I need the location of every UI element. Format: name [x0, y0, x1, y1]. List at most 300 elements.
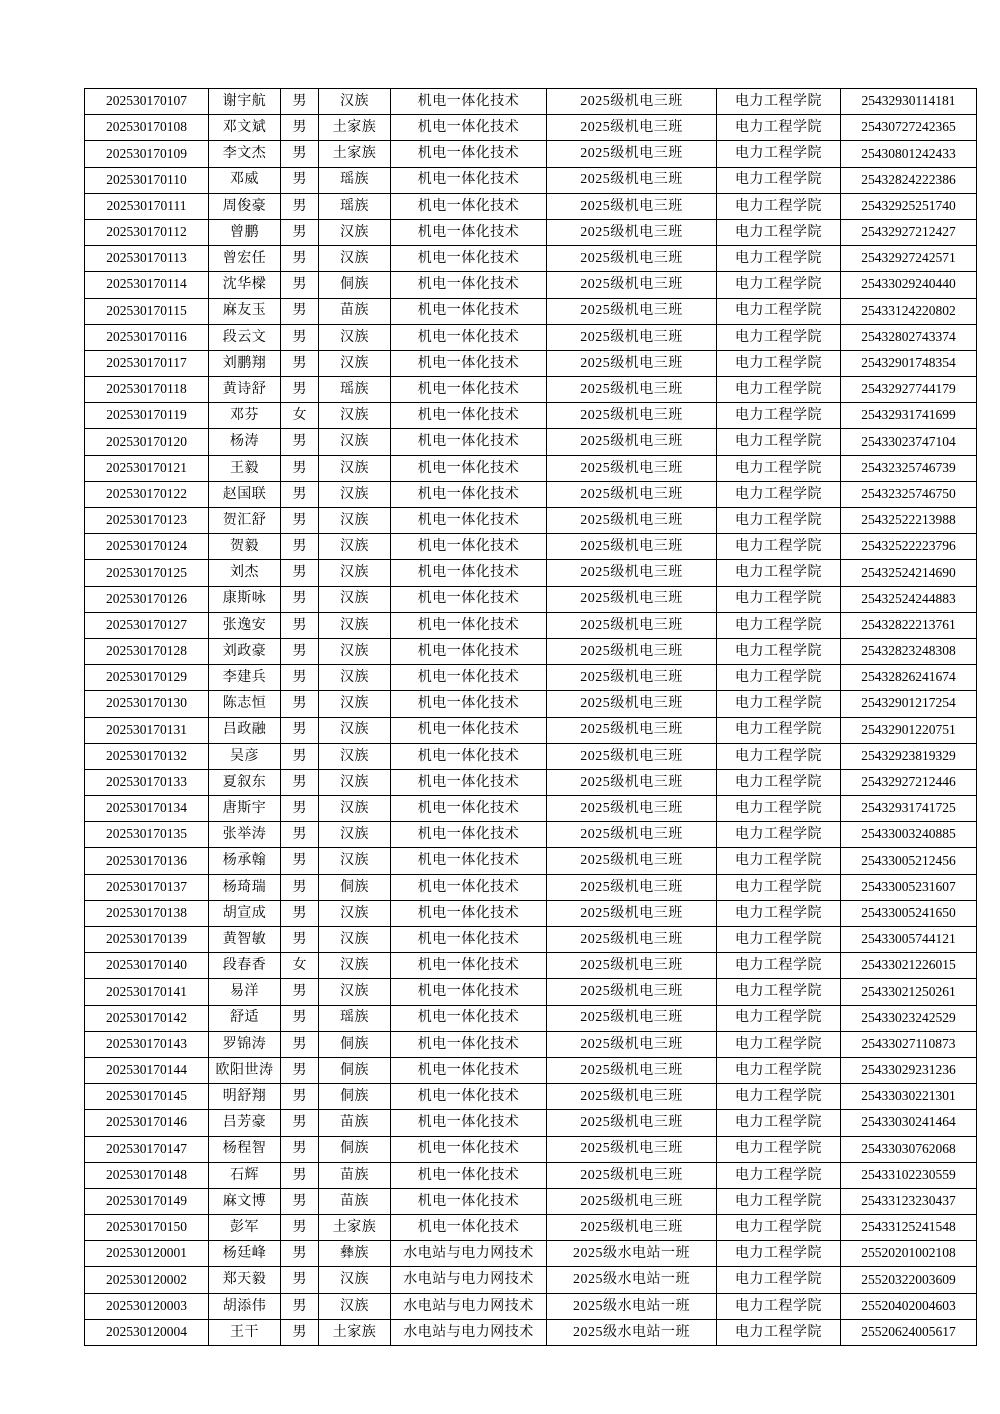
- student-id: 202530170110: [85, 167, 209, 193]
- student-college: 电力工程学院: [717, 979, 841, 1005]
- student-major: 机电一体化技术: [391, 272, 547, 298]
- student-name: 夏叙东: [209, 769, 281, 795]
- student-class: 2025级机电三班: [547, 429, 717, 455]
- student-class: 2025级机电三班: [547, 246, 717, 272]
- student-college: 电力工程学院: [717, 665, 841, 691]
- student-name: 刘鹏翔: [209, 350, 281, 376]
- student-id: 202530170129: [85, 665, 209, 691]
- student-id: 202530170145: [85, 1084, 209, 1110]
- student-ethnicity: 汉族: [319, 665, 391, 691]
- student-id: 202530170148: [85, 1162, 209, 1188]
- student-exam-number: 25433023747104: [841, 429, 977, 455]
- student-class: 2025级机电三班: [547, 403, 717, 429]
- student-ethnicity: 瑶族: [319, 377, 391, 403]
- student-name: 郑天毅: [209, 1267, 281, 1293]
- student-sex: 男: [281, 560, 319, 586]
- student-exam-number: 25433123230437: [841, 1188, 977, 1214]
- student-class: 2025级机电三班: [547, 796, 717, 822]
- student-sex: 男: [281, 246, 319, 272]
- student-class: 2025级机电三班: [547, 927, 717, 953]
- student-id: 202530170108: [85, 115, 209, 141]
- student-class: 2025级机电三班: [547, 691, 717, 717]
- student-class: 2025级机电三班: [547, 1188, 717, 1214]
- student-id: 202530170146: [85, 1110, 209, 1136]
- student-class: 2025级机电三班: [547, 822, 717, 848]
- student-sex: 男: [281, 1162, 319, 1188]
- student-major: 机电一体化技术: [391, 377, 547, 403]
- student-sex: 女: [281, 403, 319, 429]
- table-row: [85, 953, 977, 979]
- student-sex: 男: [281, 272, 319, 298]
- student-exam-number: 25432325746750: [841, 481, 977, 507]
- student-class: 2025级水电站一班: [547, 1319, 717, 1345]
- student-exam-number: 25433125241548: [841, 1215, 977, 1241]
- student-ethnicity: 侗族: [319, 272, 391, 298]
- student-major: 机电一体化技术: [391, 796, 547, 822]
- student-name: 石辉: [209, 1162, 281, 1188]
- student-sex: 男: [281, 298, 319, 324]
- student-college: 电力工程学院: [717, 717, 841, 743]
- student-sex: 男: [281, 508, 319, 534]
- student-college: 电力工程学院: [717, 1267, 841, 1293]
- student-id: 202530120001: [85, 1241, 209, 1267]
- student-name: 麻文博: [209, 1188, 281, 1214]
- student-ethnicity: 汉族: [319, 612, 391, 638]
- student-college: 电力工程学院: [717, 219, 841, 245]
- student-id: 202530170120: [85, 429, 209, 455]
- student-exam-number: 25432524214690: [841, 560, 977, 586]
- student-major: 水电站与电力网技术: [391, 1293, 547, 1319]
- student-exam-number: 25432925251740: [841, 193, 977, 219]
- student-class: 2025级机电三班: [547, 455, 717, 481]
- student-class: 2025级机电三班: [547, 1110, 717, 1136]
- student-exam-number: 25433005241650: [841, 900, 977, 926]
- table-row: [85, 219, 977, 245]
- student-class: 2025级机电三班: [547, 900, 717, 926]
- student-class: 2025级机电三班: [547, 1162, 717, 1188]
- student-id: 202530170122: [85, 481, 209, 507]
- student-college: 电力工程学院: [717, 115, 841, 141]
- student-id: 202530170113: [85, 246, 209, 272]
- table-row: [85, 1057, 977, 1083]
- student-ethnicity: 汉族: [319, 403, 391, 429]
- student-name: 曾鹏: [209, 219, 281, 245]
- student-exam-number: 25433021226015: [841, 953, 977, 979]
- student-exam-number: 25432802743374: [841, 324, 977, 350]
- table-row: [85, 822, 977, 848]
- student-exam-number: 25432826241674: [841, 665, 977, 691]
- student-exam-number: 25432901220751: [841, 717, 977, 743]
- student-name: 彭军: [209, 1215, 281, 1241]
- student-college: 电力工程学院: [717, 1188, 841, 1214]
- student-id: 202530170124: [85, 534, 209, 560]
- student-class: 2025级机电三班: [547, 141, 717, 167]
- student-major: 机电一体化技术: [391, 612, 547, 638]
- student-exam-number: 25432522213988: [841, 508, 977, 534]
- student-id: 202530170125: [85, 560, 209, 586]
- student-sex: 男: [281, 534, 319, 560]
- student-major: 机电一体化技术: [391, 691, 547, 717]
- student-sex: 男: [281, 979, 319, 1005]
- student-exam-number: 25432927212427: [841, 219, 977, 245]
- student-ethnicity: 瑶族: [319, 193, 391, 219]
- student-sex: 男: [281, 481, 319, 507]
- table-row: [85, 1031, 977, 1057]
- student-exam-number: 25430727242365: [841, 115, 977, 141]
- table-row: [85, 89, 977, 115]
- student-id: 202530170116: [85, 324, 209, 350]
- student-class: 2025级机电三班: [547, 979, 717, 1005]
- student-sex: 男: [281, 324, 319, 350]
- student-ethnicity: 汉族: [319, 89, 391, 115]
- student-ethnicity: 汉族: [319, 638, 391, 664]
- student-exam-number: 25520201002108: [841, 1241, 977, 1267]
- student-college: 电力工程学院: [717, 89, 841, 115]
- student-id: 202530170149: [85, 1188, 209, 1214]
- student-sex: 女: [281, 953, 319, 979]
- student-college: 电力工程学院: [717, 560, 841, 586]
- student-sex: 男: [281, 612, 319, 638]
- student-class: 2025级机电三班: [547, 193, 717, 219]
- student-class: 2025级机电三班: [547, 350, 717, 376]
- table-row: [85, 246, 977, 272]
- student-id: 202530170143: [85, 1031, 209, 1057]
- student-exam-number: 25433030762068: [841, 1136, 977, 1162]
- student-major: 机电一体化技术: [391, 1084, 547, 1110]
- student-college: 电力工程学院: [717, 953, 841, 979]
- student-sex: 男: [281, 1005, 319, 1031]
- student-roster-table: [84, 88, 977, 1346]
- student-major: 机电一体化技术: [391, 350, 547, 376]
- student-ethnicity: 苗族: [319, 1162, 391, 1188]
- student-college: 电力工程学院: [717, 298, 841, 324]
- student-id: 202530170136: [85, 848, 209, 874]
- student-sex: 男: [281, 1267, 319, 1293]
- student-class: 2025级机电三班: [547, 272, 717, 298]
- table-row: [85, 1110, 977, 1136]
- student-college: 电力工程学院: [717, 1031, 841, 1057]
- student-id: 202530170121: [85, 455, 209, 481]
- student-name: 段云文: [209, 324, 281, 350]
- student-major: 机电一体化技术: [391, 953, 547, 979]
- table-row: [85, 638, 977, 664]
- student-major: 机电一体化技术: [391, 115, 547, 141]
- student-ethnicity: 汉族: [319, 1267, 391, 1293]
- student-exam-number: 25433003240885: [841, 822, 977, 848]
- student-major: 机电一体化技术: [391, 455, 547, 481]
- student-class: 2025级机电三班: [547, 167, 717, 193]
- student-ethnicity: 汉族: [319, 796, 391, 822]
- student-college: 电力工程学院: [717, 508, 841, 534]
- student-exam-number: 25433023242529: [841, 1005, 977, 1031]
- student-sex: 男: [281, 743, 319, 769]
- student-ethnicity: 土家族: [319, 1215, 391, 1241]
- student-sex: 男: [281, 89, 319, 115]
- student-college: 电力工程学院: [717, 246, 841, 272]
- student-exam-number: 25432824222386: [841, 167, 977, 193]
- student-ethnicity: 土家族: [319, 115, 391, 141]
- student-name: 胡添伟: [209, 1293, 281, 1319]
- table-row: [85, 1267, 977, 1293]
- student-exam-number: 25432325746739: [841, 455, 977, 481]
- student-ethnicity: 苗族: [319, 1188, 391, 1214]
- student-name: 赵国联: [209, 481, 281, 507]
- student-sex: 男: [281, 455, 319, 481]
- student-class: 2025级机电三班: [547, 560, 717, 586]
- student-id: 202530170147: [85, 1136, 209, 1162]
- student-college: 电力工程学院: [717, 1057, 841, 1083]
- student-sex: 男: [281, 717, 319, 743]
- student-id: 202530170111: [85, 193, 209, 219]
- student-id: 202530170144: [85, 1057, 209, 1083]
- student-exam-number: 25433124220802: [841, 298, 977, 324]
- student-name: 吕政融: [209, 717, 281, 743]
- student-id: 202530170133: [85, 769, 209, 795]
- student-ethnicity: 侗族: [319, 874, 391, 900]
- student-name: 段春香: [209, 953, 281, 979]
- student-ethnicity: 汉族: [319, 848, 391, 874]
- student-college: 电力工程学院: [717, 534, 841, 560]
- student-name: 罗锦涛: [209, 1031, 281, 1057]
- student-college: 电力工程学院: [717, 900, 841, 926]
- student-exam-number: 25520402004603: [841, 1293, 977, 1319]
- student-ethnicity: 汉族: [319, 743, 391, 769]
- student-ethnicity: 汉族: [319, 1293, 391, 1319]
- student-class: 2025级机电三班: [547, 743, 717, 769]
- student-college: 电力工程学院: [717, 1110, 841, 1136]
- student-college: 电力工程学院: [717, 1084, 841, 1110]
- student-exam-number: 25520624005617: [841, 1319, 977, 1345]
- student-exam-number: 25433005744121: [841, 927, 977, 953]
- student-college: 电力工程学院: [717, 1241, 841, 1267]
- student-ethnicity: 汉族: [319, 455, 391, 481]
- student-college: 电力工程学院: [717, 377, 841, 403]
- student-sex: 男: [281, 1136, 319, 1162]
- student-ethnicity: 瑶族: [319, 167, 391, 193]
- student-ethnicity: 土家族: [319, 1319, 391, 1345]
- student-sex: 男: [281, 1215, 319, 1241]
- student-name: 李建兵: [209, 665, 281, 691]
- student-major: 机电一体化技术: [391, 219, 547, 245]
- student-class: 2025级机电三班: [547, 115, 717, 141]
- student-name: 李文杰: [209, 141, 281, 167]
- student-major: 机电一体化技术: [391, 874, 547, 900]
- student-ethnicity: 汉族: [319, 769, 391, 795]
- student-class: 2025级水电站一班: [547, 1293, 717, 1319]
- table-row: [85, 508, 977, 534]
- student-name: 欧阳世涛: [209, 1057, 281, 1083]
- student-sex: 男: [281, 377, 319, 403]
- student-class: 2025级机电三班: [547, 874, 717, 900]
- student-name: 邓文斌: [209, 115, 281, 141]
- student-class: 2025级机电三班: [547, 1031, 717, 1057]
- student-sex: 男: [281, 927, 319, 953]
- student-id: 202530170112: [85, 219, 209, 245]
- student-major: 机电一体化技术: [391, 429, 547, 455]
- student-college: 电力工程学院: [717, 455, 841, 481]
- student-name: 黄诗舒: [209, 377, 281, 403]
- student-name: 吕芳豪: [209, 1110, 281, 1136]
- student-ethnicity: 汉族: [319, 481, 391, 507]
- student-name: 谢宇航: [209, 89, 281, 115]
- student-major: 机电一体化技术: [391, 848, 547, 874]
- student-major: 机电一体化技术: [391, 717, 547, 743]
- student-major: 机电一体化技术: [391, 193, 547, 219]
- student-college: 电力工程学院: [717, 193, 841, 219]
- student-name: 杨琦瑞: [209, 874, 281, 900]
- student-name: 黄智敏: [209, 927, 281, 953]
- student-major: 机电一体化技术: [391, 743, 547, 769]
- student-major: 机电一体化技术: [391, 769, 547, 795]
- student-class: 2025级水电站一班: [547, 1267, 717, 1293]
- student-id: 202530170142: [85, 1005, 209, 1031]
- student-major: 水电站与电力网技术: [391, 1267, 547, 1293]
- student-name: 曾宏任: [209, 246, 281, 272]
- student-exam-number: 25433005212456: [841, 848, 977, 874]
- table-row: [85, 612, 977, 638]
- student-exam-number: 25433030241464: [841, 1110, 977, 1136]
- student-name: 张逸安: [209, 612, 281, 638]
- student-exam-number: 25432927242571: [841, 246, 977, 272]
- table-row: [85, 141, 977, 167]
- student-major: 机电一体化技术: [391, 1162, 547, 1188]
- student-id: 202530170137: [85, 874, 209, 900]
- student-exam-number: 25430801242433: [841, 141, 977, 167]
- student-sex: 男: [281, 874, 319, 900]
- student-class: 2025级机电三班: [547, 717, 717, 743]
- table-row: [85, 534, 977, 560]
- student-name: 贺汇舒: [209, 508, 281, 534]
- table-row: [85, 350, 977, 376]
- student-class: 2025级机电三班: [547, 586, 717, 612]
- student-name: 周俊豪: [209, 193, 281, 219]
- student-sex: 男: [281, 219, 319, 245]
- student-class: 2025级机电三班: [547, 508, 717, 534]
- student-name: 邓威: [209, 167, 281, 193]
- student-class: 2025级机电三班: [547, 1005, 717, 1031]
- student-name: 杨廷峰: [209, 1241, 281, 1267]
- student-major: 机电一体化技术: [391, 246, 547, 272]
- table-row: [85, 167, 977, 193]
- student-major: 机电一体化技术: [391, 324, 547, 350]
- table-row: [85, 691, 977, 717]
- student-class: 2025级机电三班: [547, 769, 717, 795]
- student-college: 电力工程学院: [717, 1162, 841, 1188]
- student-id: 202530170117: [85, 350, 209, 376]
- student-major: 机电一体化技术: [391, 141, 547, 167]
- student-ethnicity: 瑶族: [319, 1005, 391, 1031]
- student-college: 电力工程学院: [717, 743, 841, 769]
- student-id: 202530170127: [85, 612, 209, 638]
- student-college: 电力工程学院: [717, 324, 841, 350]
- student-name: 杨承翰: [209, 848, 281, 874]
- student-class: 2025级机电三班: [547, 638, 717, 664]
- student-ethnicity: 汉族: [319, 900, 391, 926]
- table-row: [85, 1136, 977, 1162]
- table-row: [85, 1241, 977, 1267]
- student-class: 2025级机电三班: [547, 665, 717, 691]
- student-college: 电力工程学院: [717, 691, 841, 717]
- student-id: 202530170134: [85, 796, 209, 822]
- student-ethnicity: 汉族: [319, 717, 391, 743]
- student-id: 202530170128: [85, 638, 209, 664]
- student-class: 2025级机电三班: [547, 219, 717, 245]
- table-row: [85, 874, 977, 900]
- student-name: 舒适: [209, 1005, 281, 1031]
- student-major: 机电一体化技术: [391, 1031, 547, 1057]
- roster-body: [85, 89, 977, 1346]
- student-name: 杨涛: [209, 429, 281, 455]
- student-id: 202530120002: [85, 1267, 209, 1293]
- student-name: 明舒翔: [209, 1084, 281, 1110]
- student-ethnicity: 汉族: [319, 979, 391, 1005]
- student-class: 2025级机电三班: [547, 848, 717, 874]
- student-college: 电力工程学院: [717, 272, 841, 298]
- student-ethnicity: 汉族: [319, 953, 391, 979]
- student-name: 唐斯宇: [209, 796, 281, 822]
- student-ethnicity: 汉族: [319, 429, 391, 455]
- student-college: 电力工程学院: [717, 1005, 841, 1031]
- student-exam-number: 25520322003609: [841, 1267, 977, 1293]
- student-sex: 男: [281, 429, 319, 455]
- student-id: 202530170109: [85, 141, 209, 167]
- student-college: 电力工程学院: [717, 796, 841, 822]
- student-sex: 男: [281, 796, 319, 822]
- table-row: [85, 481, 977, 507]
- student-class: 2025级机电三班: [547, 953, 717, 979]
- table-row: [85, 455, 977, 481]
- student-college: 电力工程学院: [717, 586, 841, 612]
- student-sex: 男: [281, 350, 319, 376]
- student-sex: 男: [281, 691, 319, 717]
- student-name: 沈华樑: [209, 272, 281, 298]
- student-id: 202530120003: [85, 1293, 209, 1319]
- table-row: [85, 979, 977, 1005]
- student-ethnicity: 汉族: [319, 534, 391, 560]
- student-major: 机电一体化技术: [391, 89, 547, 115]
- table-row: [85, 324, 977, 350]
- student-id: 202530170118: [85, 377, 209, 403]
- student-college: 电力工程学院: [717, 874, 841, 900]
- student-name: 康斯咏: [209, 586, 281, 612]
- student-ethnicity: 汉族: [319, 219, 391, 245]
- student-major: 机电一体化技术: [391, 927, 547, 953]
- student-sex: 男: [281, 665, 319, 691]
- student-sex: 男: [281, 1031, 319, 1057]
- student-ethnicity: 侗族: [319, 1136, 391, 1162]
- student-sex: 男: [281, 1241, 319, 1267]
- student-exam-number: 25433102230559: [841, 1162, 977, 1188]
- student-ethnicity: 汉族: [319, 508, 391, 534]
- student-college: 电力工程学院: [717, 141, 841, 167]
- student-college: 电力工程学院: [717, 167, 841, 193]
- student-id: 202530170138: [85, 900, 209, 926]
- student-id: 202530170135: [85, 822, 209, 848]
- student-class: 2025级机电三班: [547, 1136, 717, 1162]
- student-sex: 男: [281, 193, 319, 219]
- student-sex: 男: [281, 1319, 319, 1345]
- student-exam-number: 25433027110873: [841, 1031, 977, 1057]
- table-row: [85, 560, 977, 586]
- student-sex: 男: [281, 822, 319, 848]
- student-major: 机电一体化技术: [391, 403, 547, 429]
- table-row: [85, 1293, 977, 1319]
- student-major: 机电一体化技术: [391, 586, 547, 612]
- table-row: [85, 1162, 977, 1188]
- table-row: [85, 717, 977, 743]
- student-id: 202530170141: [85, 979, 209, 1005]
- table-row: [85, 193, 977, 219]
